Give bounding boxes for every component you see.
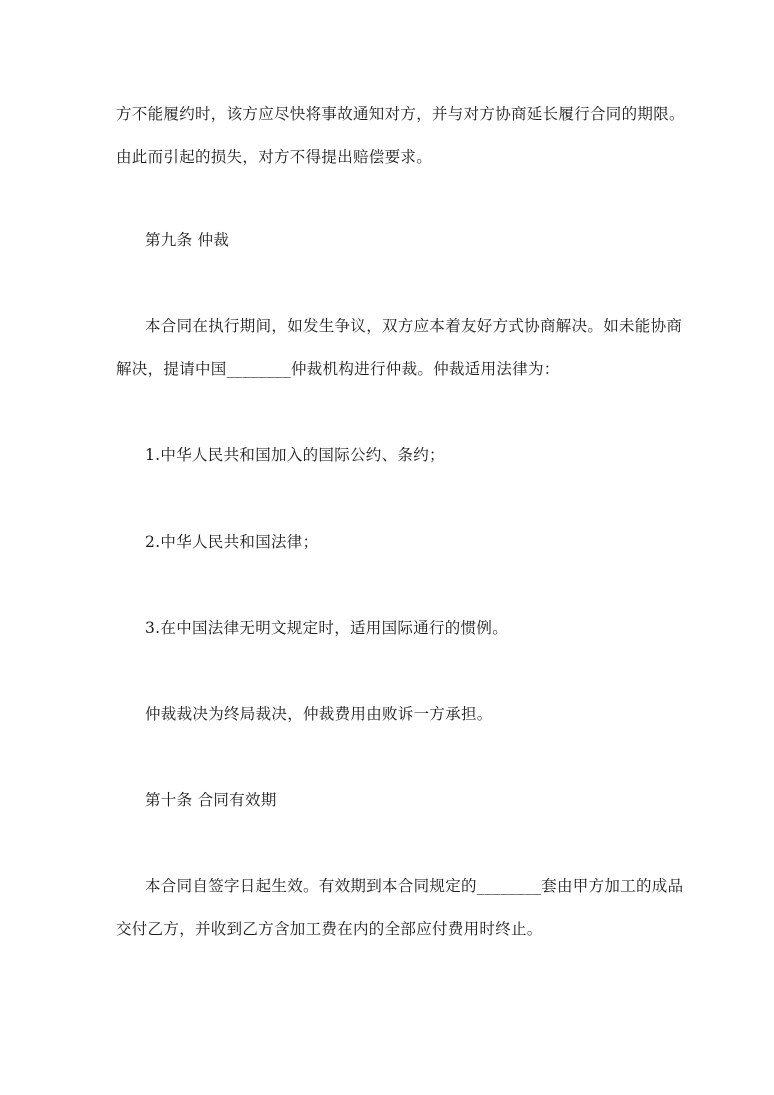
article-10-paragraph-line-1: 本合同自签字日起生效。有效期到本合同规定的________套由甲方加工的成品 [145,877,684,895]
applicable-law-item-3: 3.在中国法律无明文规定时，适用国际通行的惯例。 [145,619,508,637]
continuation-line-2: 由此而引起的损失，对方不得提出赔偿要求。 [116,148,433,166]
article-9-paragraph-line-1: 本合同在执行期间，如发生争议，双方应本着友好方式协商解决。如未能协商 [145,317,683,335]
continuation-line-1: 方不能履约时，该方应尽快将事故通知对方，并与对方协商延长履行合同的期限。 [116,105,685,123]
arbitration-final-clause: 仲裁裁决为终局裁决，仲裁费用由败诉一方承担。 [145,705,493,723]
article-9-heading: 第九条 仲裁 [145,231,230,249]
applicable-law-item-2: 2.中华人民共和国法律； [145,533,319,551]
applicable-law-item-1: 1.中华人民共和国加入的国际公约、条约； [145,446,445,464]
article-10-heading: 第十条 合同有效期 [145,791,277,809]
article-10-paragraph-line-2: 交付乙方，并收到乙方含加工费在内的全部应付费用时终止。 [116,920,543,938]
article-9-paragraph-line-2: 解决，提请中国________仲裁机构进行仲裁。仲裁适用法律为： [116,360,560,378]
